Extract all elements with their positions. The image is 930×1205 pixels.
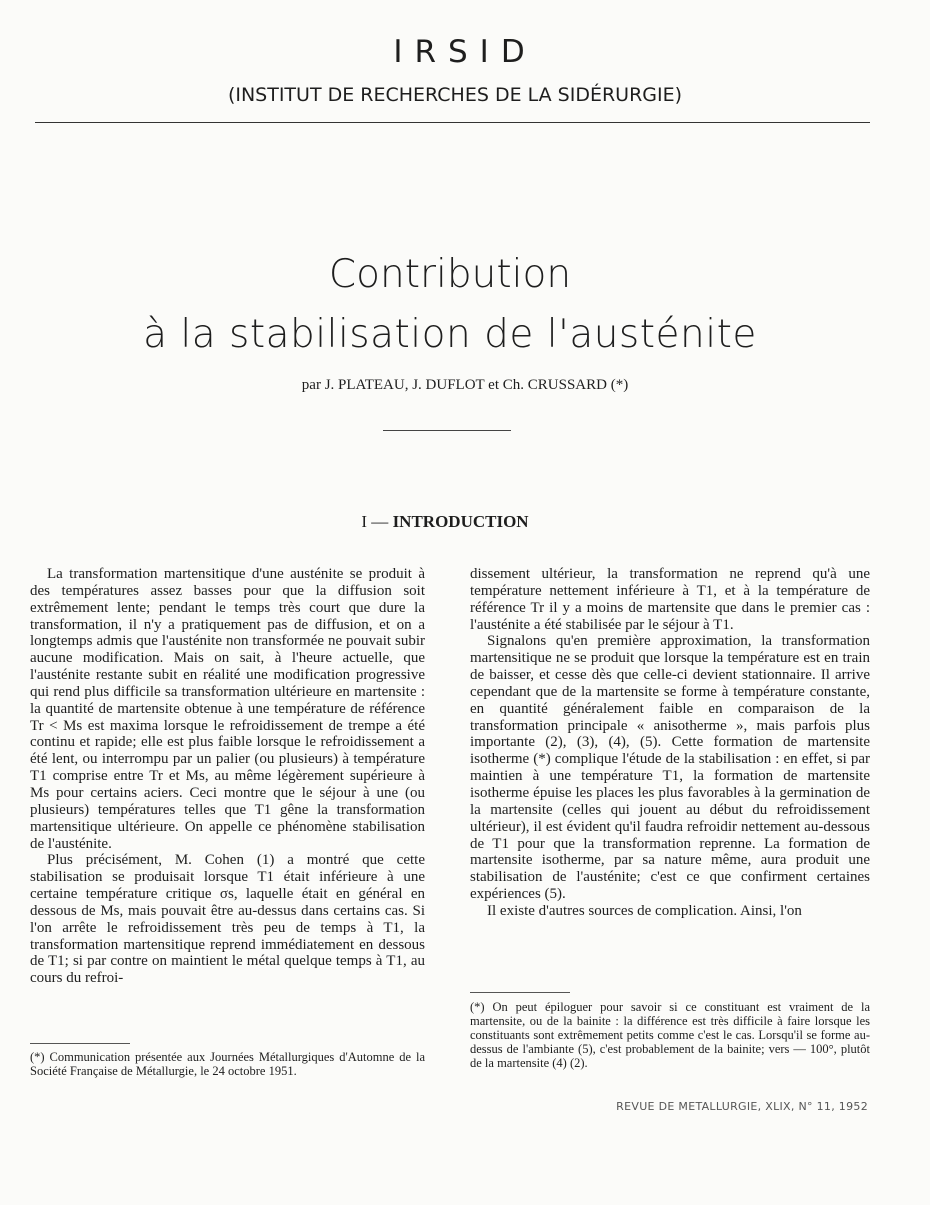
article-title-line-1: Contribution bbox=[328, 252, 572, 297]
body-paragraph: Il existe d'autres sources de complication. Ainsi, l'on bbox=[487, 902, 802, 919]
body-column-left bbox=[30, 566, 425, 987]
article-byline: par J. PLATEAU, J. DUFLOT et Ch. CRUSSARD (*) bbox=[301, 377, 629, 393]
organization-full-name: (INSTITUT DE RECHERCHES DE LA SIDÉRURGIE) bbox=[227, 84, 683, 106]
organization-acronym: IRSID bbox=[393, 34, 537, 70]
body-paragraph: Plus précisément, M. Cohen (1) a montré que cette stabilisation se produisait lorsque T1 était inférieure à une certaine température critique σs, laquelle était en général en dessous de Ms, mais pouvait être au-dessus dans certains cas. Si l'on arrête le refroidissement très peu de temps à T1, la transformation martensitique reprend immédiatement en dessous de T1; si par contre on maintient le métal quelque temps à T1, au cours du refroi- bbox=[30, 852, 425, 987]
body-paragraph: dissement ultérieur, la transformation ne reprend qu'à une température nettement inférieure à T1, et à la température de référence Tr il y a moins de martensite que dans le premier cas : l'austénite a été stabilisée par le séjour à T1. bbox=[470, 566, 870, 633]
header-divider bbox=[35, 122, 870, 123]
section-title: INTRODUCTION bbox=[392, 512, 529, 531]
body-column-right bbox=[470, 566, 870, 920]
footnote-divider-right bbox=[470, 992, 570, 993]
byline-divider bbox=[383, 430, 511, 431]
footnote-left: (*) Communication présentée aux Journées Métallurgiques d'Automne de la Société Française de Métallurgie, le 24 octobre 1951. bbox=[30, 1050, 425, 1078]
body-paragraph: La transformation martensitique d'une austénite se produit à des températures assez basses pour que la diffusion soit extrêmement lente; pendant le temps très court que dure la transformation, il n'y a pratiquement pas de diffusion, et on a longtemps admis que l'austénite non transformée ne pouvait subir aucune modification. Mais on sait, à l'heure actuelle, que l'austénite restante subit en réalité une modification progressive qui rend plus difficile sa transformation ultérieure en martensite : la quantité de martensite obtenue à une température de référence Tr < Ms est maxima lorsque le refroidissement de trempe a été continu et rapide; elle est plus faible lorsque le refroidissement a été lent, ou interrompu par un palier (ou plusieurs) à température T1 comprise entre Tr et Ms, au même légèrement supérieure à Ms pour certains aciers. Ceci montre que le séjour à une (ou plusieurs) températures telles que T1 gêne la transformation martensitique ultérieure. On appelle ce phénomène stabilisation de l'austénite. bbox=[30, 566, 425, 852]
article-title-line-2: à la stabilisation de l'austénite bbox=[143, 312, 757, 357]
journal-footer: REVUE DE METALLURGIE, XLIX, N° 11, 1952 bbox=[616, 1100, 868, 1113]
footnote-right: (*) On peut épiloguer pour savoir si ce constituant est vraiment de la martensite, ou de la bainite : la différence est très difficile à faire lorsque les constituants sont extrêmement petits comme c'est le cas. Lorsqu'il se forme au-dessus de l'ambiante (5), c'est probablement de la bainite; vers — 100°, plutôt de la martensite (4) (2). bbox=[470, 1000, 870, 1070]
section-heading bbox=[0, 512, 890, 532]
footnote-divider-left bbox=[30, 1043, 130, 1044]
body-paragraph: Signalons qu'en première approximation, la transformation martensitique ne se produit que lorsque la température est en train de baisser, et cesse dès que celle-ci devient stationnaire. Il arrive cependant que de la martensite se forme à température constante, en quantité généralement faible en comparaison de la transformation principale « anisotherme », mais parfois plus importante (2), (3), (4), (5). Cette formation de martensite isotherme (*) complique l'étude de la stabilisation : en effet, si par maintien à une température T1, la formation de martensite isotherme épuise les places les plus favorables à la germination de la martensite (celles qui jouent au début du refroidissement ultérieur), il est évident qu'il faudra refroidir nettement au-dessous de T1 pour que la transformation reprenne. La formation de martensite isotherme, par sa nature même, aura produit une stabilisation de l'austénite; c'est ce que confirment certaines expériences (5). bbox=[470, 633, 870, 903]
section-number: I — bbox=[361, 512, 389, 531]
